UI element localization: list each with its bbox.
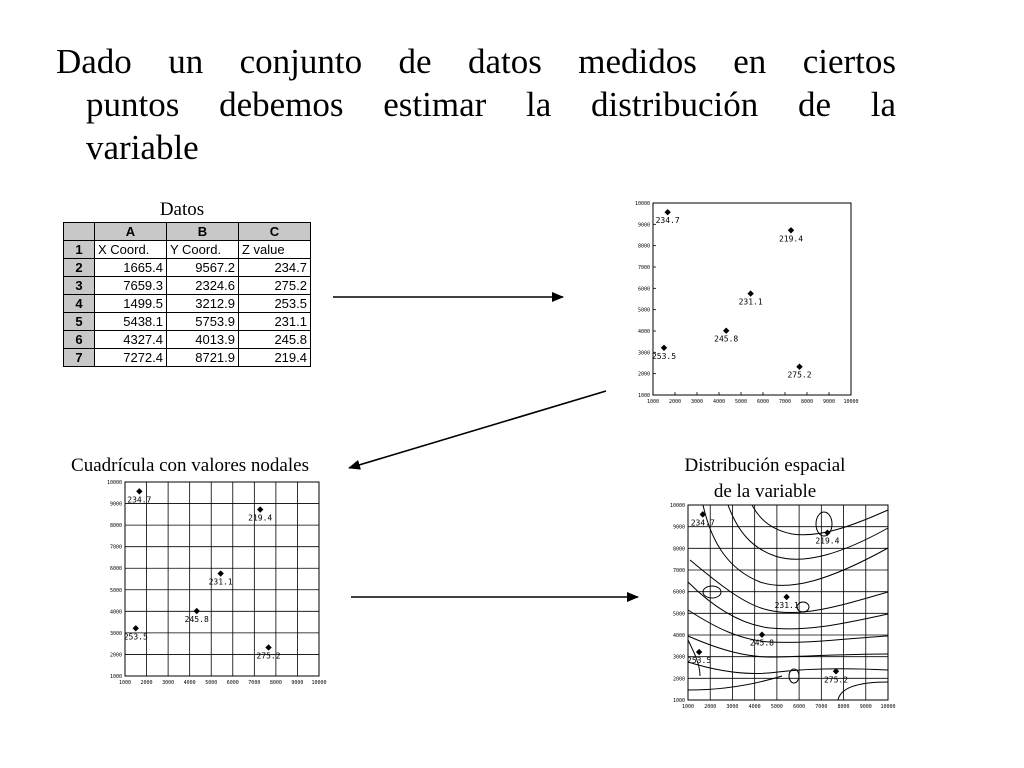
y-tick-label: 2000 <box>637 371 650 378</box>
y-tick-label: 7000 <box>109 544 122 551</box>
distribution-plot <box>670 503 896 710</box>
data-point <box>217 570 223 576</box>
z-cell: 253.5 <box>239 295 311 313</box>
nodal-grid-plot <box>107 480 327 686</box>
y-tick-label: 5000 <box>637 307 650 314</box>
x-cell: 1499.5 <box>95 295 167 313</box>
z-cell: 231.1 <box>239 313 311 331</box>
y-tick-label: 10000 <box>634 201 650 207</box>
contour-line <box>688 662 888 674</box>
y-tick-label: 5000 <box>109 587 122 594</box>
contour-line <box>703 505 888 585</box>
x-cell: 7272.4 <box>95 349 167 367</box>
x-tick-label: 3000 <box>690 399 704 405</box>
y-tick-label: 9000 <box>637 222 650 229</box>
data-point <box>783 594 789 600</box>
point-value-label: 231.1 <box>738 297 763 307</box>
title-line-1: Dado un conjunto de datos medidos en ciertos <box>56 42 896 81</box>
x-tick-label: 2000 <box>140 680 153 686</box>
x-tick-label: 10000 <box>880 704 896 710</box>
y-tick-label: 10000 <box>669 503 685 509</box>
y-tick-label: 9000 <box>672 524 685 531</box>
distribution-label-line-1: Distribución espacial <box>684 455 846 476</box>
x-tick-label: 1000 <box>681 704 695 710</box>
row-number: 2 <box>64 259 95 277</box>
point-value-label: 245.8 <box>749 638 774 648</box>
point-value-label: 245.8 <box>184 615 209 625</box>
point-value-label: 253.5 <box>687 656 712 666</box>
y-cell: 8721.9 <box>167 349 239 367</box>
y-tick-label: 1000 <box>637 393 650 399</box>
y-tick-label: 9000 <box>109 501 122 508</box>
x-tick-label: 6000 <box>756 399 770 405</box>
point-value-label: 234.7 <box>690 518 715 528</box>
y-cell: 3212.9 <box>167 295 239 313</box>
contour-line <box>752 505 888 535</box>
point-value-label: 219.4 <box>815 536 840 546</box>
y-cell: 2324.6 <box>167 277 239 295</box>
y-tick-label: 7000 <box>637 265 650 271</box>
x-tick-label: 7000 <box>815 704 828 710</box>
contour-line <box>789 669 799 683</box>
x-tick-label: 7000 <box>778 399 792 405</box>
row-number: 4 <box>64 295 95 313</box>
point-value-label: 275.2 <box>823 675 849 685</box>
x-tick-label: 8000 <box>800 399 814 405</box>
x-tick-label: 9000 <box>291 680 304 686</box>
y-cell: 5753.9 <box>167 313 239 331</box>
row-number: 1 <box>64 241 95 259</box>
y-cell: 4013.9 <box>167 331 239 349</box>
z-cell: 275.2 <box>239 277 311 295</box>
x-tick-label: 9000 <box>822 399 836 405</box>
point-value-label: 253.5 <box>651 351 677 361</box>
y-tick-label: 8000 <box>109 523 122 530</box>
header-cell: X Coord. <box>95 241 167 259</box>
x-tick-label: 6000 <box>226 680 239 686</box>
data-point <box>133 625 139 631</box>
y-tick-label: 7000 <box>672 568 685 574</box>
header-cell: Z value <box>239 241 311 259</box>
x-cell: 1665.4 <box>95 259 167 277</box>
y-tick-label: 5000 <box>672 611 685 618</box>
row-number: 3 <box>64 277 95 295</box>
y-tick-label: 6000 <box>109 566 122 573</box>
y-tick-label: 4000 <box>109 609 122 616</box>
y-tick-label: 1000 <box>109 674 122 680</box>
point-value-label: 234.7 <box>127 495 152 505</box>
data-point <box>759 631 765 637</box>
contour-line <box>688 636 888 657</box>
y-tick-label: 3000 <box>672 654 685 661</box>
point-value-label: 231.1 <box>774 600 799 610</box>
data-point <box>194 608 200 614</box>
y-tick-label: 2000 <box>109 652 122 659</box>
x-cell: 7659.3 <box>95 277 167 295</box>
point-value-label: 234.7 <box>655 216 680 226</box>
x-tick-label: 4000 <box>712 399 726 405</box>
x-tick-label: 1000 <box>646 399 660 405</box>
x-tick-label: 4000 <box>748 704 761 710</box>
point-value-label: 275.2 <box>787 370 812 380</box>
x-cell: 4327.4 <box>95 331 167 349</box>
z-cell: 219.4 <box>239 349 311 367</box>
y-tick-label: 1000 <box>672 698 685 704</box>
column-header: B <box>167 223 239 241</box>
z-cell: 234.7 <box>239 259 311 277</box>
x-tick-label: 10000 <box>311 680 327 686</box>
point-value-label: 219.4 <box>248 513 273 523</box>
z-cell: 245.8 <box>239 331 311 349</box>
contour-line <box>838 682 888 700</box>
x-tick-label: 7000 <box>248 680 261 686</box>
arrow-plot-to-grid <box>349 391 606 468</box>
y-tick-label: 4000 <box>637 329 650 335</box>
title-line-2: puntos debemos estimar la distribución de la <box>86 85 896 124</box>
y-cell: 9567.2 <box>167 259 239 277</box>
x-tick-label: 8000 <box>837 704 850 710</box>
y-tick-label: 3000 <box>109 630 122 637</box>
y-tick-label: 4000 <box>672 633 685 639</box>
data-point <box>661 345 667 351</box>
x-tick-label: 2000 <box>668 399 682 405</box>
y-tick-label: 6000 <box>637 286 650 293</box>
column-header: C <box>239 223 311 241</box>
x-tick-label: 5000 <box>734 399 748 405</box>
data-point <box>723 328 729 334</box>
contour-line <box>688 610 888 642</box>
row-number: 5 <box>64 313 95 331</box>
x-tick-label: 10000 <box>843 399 859 405</box>
x-tick-label: 5000 <box>205 680 218 686</box>
x-tick-label: 1000 <box>118 680 132 686</box>
y-tick-label: 2000 <box>672 676 685 683</box>
x-tick-label: 8000 <box>269 680 282 686</box>
data-point <box>696 649 702 655</box>
x-cell: 5438.1 <box>95 313 167 331</box>
distribution-label-line-2: de la variable <box>713 481 817 502</box>
column-header: A <box>95 223 167 241</box>
title-line-3: variable <box>86 128 199 167</box>
data-point <box>796 364 802 370</box>
datos-label: Datos <box>159 199 205 220</box>
y-tick-label: 8000 <box>672 546 685 553</box>
data-point <box>136 488 142 494</box>
x-tick-label: 2000 <box>704 704 717 710</box>
y-tick-label: 3000 <box>637 350 650 357</box>
data-point <box>664 209 670 215</box>
data-point <box>788 227 794 233</box>
x-tick-label: 3000 <box>726 704 739 710</box>
point-value-label: 253.5 <box>123 632 148 642</box>
grid-label: Cuadrícula con valores nodales <box>71 455 309 476</box>
y-tick-label: 10000 <box>106 480 122 486</box>
x-tick-label: 6000 <box>793 704 806 710</box>
header-cell: Y Coord. <box>167 241 239 259</box>
data-point <box>265 644 271 650</box>
row-number: 6 <box>64 331 95 349</box>
data-point <box>257 506 263 512</box>
point-value-label: 275.2 <box>256 651 281 661</box>
x-tick-label: 9000 <box>859 704 872 710</box>
x-tick-label: 4000 <box>183 680 196 686</box>
point-value-label: 231.1 <box>208 577 233 587</box>
point-value-label: 245.8 <box>714 334 739 344</box>
x-tick-label: 5000 <box>770 704 783 710</box>
contour-line <box>728 505 888 559</box>
y-tick-label: 6000 <box>672 589 685 596</box>
row-number: 7 <box>64 349 95 367</box>
y-tick-label: 8000 <box>637 243 650 250</box>
point-value-label: 219.4 <box>778 234 804 244</box>
x-tick-label: 3000 <box>162 680 175 686</box>
scatter-plot <box>635 201 859 405</box>
data-point <box>747 290 753 296</box>
